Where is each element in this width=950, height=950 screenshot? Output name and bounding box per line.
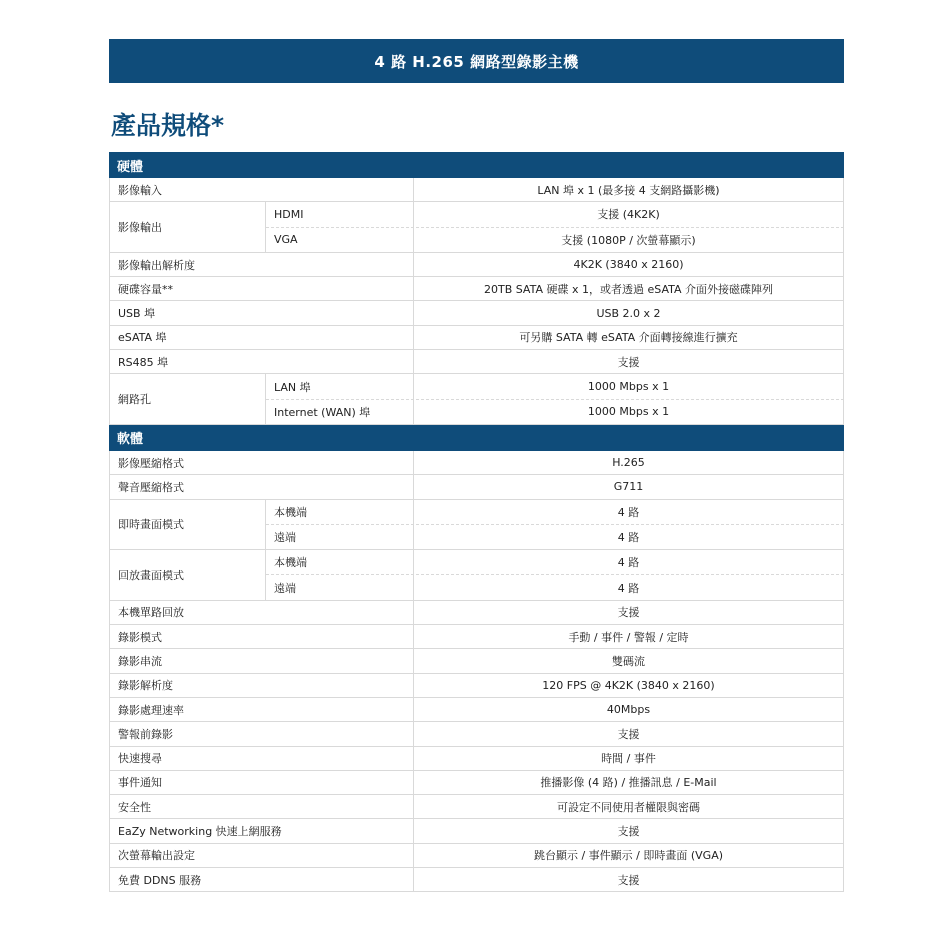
spec-row	[109, 844, 844, 868]
spec-subrow	[266, 550, 844, 574]
spec-sublabel: 本機端	[266, 550, 414, 574]
spec-row	[109, 747, 844, 771]
spec-sublabel: Internet (WAN) 埠	[266, 400, 414, 424]
spec-label: 回放畫面模式	[109, 550, 266, 600]
spec-sublabel: 遠端	[266, 525, 414, 549]
spec-value: 4K2K (3840 x 2160)	[414, 253, 844, 276]
spec-value: 跳台顯示 / 事件顯示 / 即時畫面 (VGA)	[414, 844, 844, 867]
spec-subrow	[266, 399, 844, 424]
spec-value: G711	[414, 475, 844, 498]
spec-subrow	[266, 227, 844, 252]
spec-value: 時間 / 事件	[414, 747, 844, 770]
spec-label: 本機單路回放	[109, 601, 414, 624]
spec-label: 次螢幕輸出設定	[109, 844, 414, 867]
spec-subrows	[266, 374, 844, 424]
spec-row	[109, 819, 844, 843]
spec-label: RS485 埠	[109, 350, 414, 373]
spec-value: 120 FPS @ 4K2K (3840 x 2160)	[414, 674, 844, 697]
spec-sublabel: 本機端	[266, 500, 414, 524]
spec-label: USB 埠	[109, 301, 414, 324]
section-header-label: 硬體	[117, 159, 144, 175]
spec-row	[109, 601, 844, 625]
spec-label: EaZy Networking 快速上網服務	[109, 819, 414, 842]
spec-row	[109, 350, 844, 374]
section-header-label: 軟體	[117, 432, 144, 448]
spec-value: 1000 Mbps x 1	[414, 374, 844, 398]
spec-label: 警報前錄影	[109, 722, 414, 745]
spec-row	[109, 178, 844, 202]
spec-row	[109, 698, 844, 722]
spec-row	[109, 771, 844, 795]
spec-label: 影像壓縮格式	[109, 451, 414, 474]
spec-value: 支援	[414, 868, 844, 891]
spec-label: 安全性	[109, 795, 414, 818]
spec-label: 聲音壓縮格式	[109, 475, 414, 498]
spec-value: 支援	[414, 350, 844, 373]
spec-row	[109, 795, 844, 819]
spec-sublabel: 遠端	[266, 575, 414, 599]
section-header-software	[109, 425, 844, 451]
section-header-hardware	[109, 152, 844, 178]
spec-value: 20TB SATA 硬碟 x 1，或者透過 eSATA 介面外接磁碟陣列	[414, 277, 844, 300]
spec-label: 影像輸入	[109, 178, 414, 201]
spec-row-group	[109, 550, 844, 601]
spec-row	[109, 253, 844, 277]
spec-value: 1000 Mbps x 1	[414, 400, 844, 424]
spec-label: 硬碟容量**	[109, 277, 414, 300]
spec-value: 支援	[414, 722, 844, 745]
spec-label: 免費 DDNS 服務	[109, 868, 414, 891]
spec-value: 支援 (4K2K)	[414, 202, 844, 226]
spec-subrows	[266, 202, 844, 252]
spec-subrows	[266, 500, 844, 550]
spec-row-group	[109, 374, 844, 425]
spec-label: 影像輸出解析度	[109, 253, 414, 276]
spec-row	[109, 625, 844, 649]
spec-label: 錄影模式	[109, 625, 414, 648]
spec-table	[109, 152, 844, 892]
spec-sublabel: LAN 埠	[266, 374, 414, 398]
spec-label: 網路孔	[109, 374, 266, 424]
spec-label: 即時畫面模式	[109, 500, 266, 550]
spec-row-group	[109, 202, 844, 253]
spec-value: 手動 / 事件 / 警報 / 定時	[414, 625, 844, 648]
spec-row-group	[109, 500, 844, 551]
spec-row	[109, 301, 844, 325]
spec-subrow	[266, 374, 844, 398]
spec-value: 支援	[414, 819, 844, 842]
software-rows	[109, 451, 844, 892]
spec-value: LAN 埠 x 1 (最多接 4 支網路攝影機)	[414, 178, 844, 201]
spec-label: 影像輸出	[109, 202, 266, 252]
spec-value: H.265	[414, 451, 844, 474]
spec-row	[109, 326, 844, 350]
spec-value: 4 路	[414, 575, 844, 599]
spec-value: 支援	[414, 601, 844, 624]
spec-subrow	[266, 524, 844, 549]
spec-value: 推播影像 (4 路) / 推播訊息 / E-Mail	[414, 771, 844, 794]
product-banner	[109, 39, 844, 83]
spec-row	[109, 475, 844, 499]
banner-title: 4 路 H.265 網路型錄影主機	[374, 52, 579, 71]
spec-subrow	[266, 202, 844, 226]
spec-row	[109, 868, 844, 892]
spec-subrows	[266, 550, 844, 600]
spec-value: 可另購 SATA 轉 eSATA 介面轉接線進行擴充	[414, 326, 844, 349]
spec-subrow	[266, 574, 844, 599]
spec-label: 事件通知	[109, 771, 414, 794]
spec-sublabel: HDMI	[266, 202, 414, 226]
spec-label: 錄影串流	[109, 649, 414, 672]
spec-value: 40Mbps	[414, 698, 844, 721]
spec-row	[109, 451, 844, 475]
spec-value: 雙碼流	[414, 649, 844, 672]
spec-value: USB 2.0 x 2	[414, 301, 844, 324]
spec-label: 錄影解析度	[109, 674, 414, 697]
spec-row	[109, 649, 844, 673]
spec-subrow	[266, 500, 844, 524]
spec-label: 快速搜尋	[109, 747, 414, 770]
spec-row	[109, 722, 844, 746]
spec-value: 4 路	[414, 525, 844, 549]
spec-label: eSATA 埠	[109, 326, 414, 349]
spec-value: 4 路	[414, 550, 844, 574]
spec-value: 支援 (1080P / 次螢幕顯示)	[414, 228, 844, 252]
spec-sublabel: VGA	[266, 228, 414, 252]
spec-value: 4 路	[414, 500, 844, 524]
page-title: 產品規格*	[111, 111, 225, 140]
spec-label: 錄影處理速率	[109, 698, 414, 721]
spec-row	[109, 277, 844, 301]
spec-row	[109, 674, 844, 698]
hardware-rows	[109, 178, 844, 425]
spec-value: 可設定不同使用者權限與密碼	[414, 795, 844, 818]
